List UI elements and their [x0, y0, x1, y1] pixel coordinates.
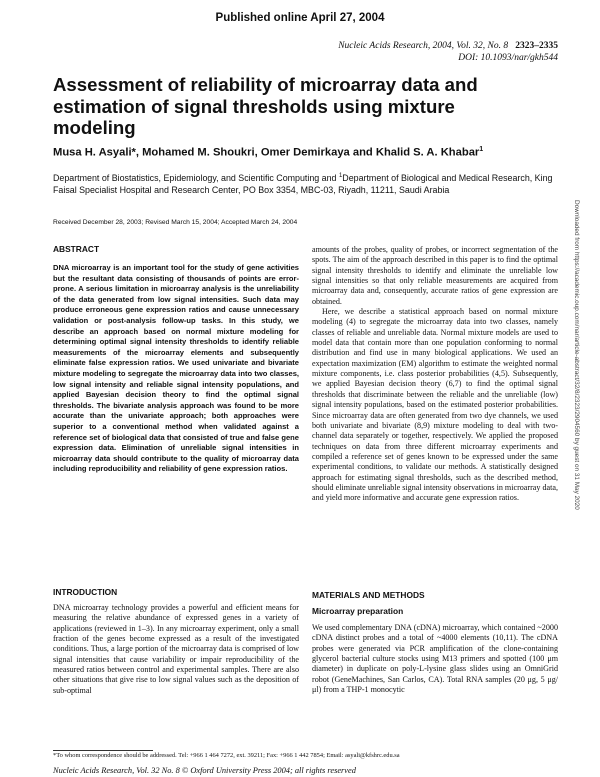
author-list	[53, 146, 553, 159]
download-watermark-text: Downloaded from https://academic.oup.com/nar/article-abstract/32/8/2323/2904560 by guest on 31 May 2020	[573, 200, 580, 510]
journal-header	[338, 40, 558, 64]
right-paragraph-1: amounts of the probes, quality of probes, or incorrect segmentation of the spots. The aim of the approach described in this paper is to find the optimal signal intensity thresholds to identify and eliminate the unreliable low signal intensities so that only reliable measurements are acquired from microarray data and, consequently, accurate ratios of gene expression are obtained.	[312, 245, 558, 306]
footnote-divider	[53, 750, 153, 751]
methods-heading: MATERIALS AND METHODS	[312, 590, 425, 600]
methods-paragraph: We used complementary DNA (cDNA) microarray, which contained ~2000 cDNA distinct probes and a total of ~4000 elements (10,11). The cDNA probes were generated via PCR amplification of the clone-containing glycerol bacterial culture stocks using M13 primers and spotted (100 μm diameter) in duplicate on poly-L-lysine glass slides using an OmniGrid robot (GeneMachines, San Carlos, CA). Total RNA samples (20 μg, 5 μg/μl) from a THP-1 monocytic	[312, 623, 558, 695]
journal-doi: DOI: 10.1093/nar/gkh544	[458, 53, 558, 63]
abstract-text: DNA microarray is an important tool for the study of gene activities but the resultant data consisting of thousands of points are error-prone. A serious limitation in microarray analysis is the unreliability of the data generated from low signal intensities. Such data may produce erroneous gene expression ratios and cause unnecessary validation or post-analysis follow-up tasks. In this study, we describe an approach based on normal mixture modeling for determining optimal signal intensity thresholds to identify reliable measurements of the microarray elements and subsequently eliminate false expression ratios. We used univariate and bivariate mixture modeling to segregate the microarray data into two classes, low signal intensity and reliable signal intensity populations, and applied Bayesian decision theory to find the optimal signal thresholds. The bivariate analysis approach was found to be more accurate than the univariate approach; both approaches were superior to a conventional method when validated against a reference set of biological data that consisted of true and false gene expression data. Elimination of unreliable signal intensities in microarray data should contribute to the quality of microarray data including reproducibility and reliability of gene expression ratios.	[53, 263, 299, 474]
correspondence-footnote: *To whom correspondence should be addressed. Tel: +966 1 464 7272, ext. 39211; Fax: +966 1 442 7854; Email: asyali@kfshrc.edu.sa	[53, 752, 400, 759]
journal-pages: 2323–2335	[515, 41, 558, 51]
affiliation	[53, 170, 553, 197]
page-footer: Nucleic Acids Research, Vol. 32 No. 8 © Oxford University Press 2004; all rights reserved	[53, 766, 356, 775]
journal-citation: Nucleic Acids Research, 2004, Vol. 32, No. 8	[338, 41, 509, 51]
introduction-heading: INTRODUCTION	[53, 587, 118, 597]
introduction-paragraph: DNA microarray technology provides a powerful and efficient means for measuring the relative abundance of expressed genes in a variety of applications (reviewed in 1–3). In any microarray experiment, only a small fraction of the genes become expressed as a result of the investigated conditions. Thus, a large portion of the microarray data is comprised of low signal intensities that cause variability or impair reproducibility of the measured ratios between control and experimental samples. There are also other situations that give rise to low signal values such as the deposition of sub-optimal	[53, 603, 299, 695]
methods-body	[312, 623, 558, 695]
received-dates: Received December 28, 2003; Revised March 15, 2004; Accepted March 24, 2004	[53, 219, 298, 226]
published-online-banner: Published online April 27, 2004	[215, 12, 385, 24]
authors-text: Musa H. Asyali*, Mohamed M. Shoukri, Omer Demirkaya and Khalid S. A. Khabar	[53, 146, 480, 159]
affiliation-mark: 1	[338, 173, 343, 179]
affiliation-part2: Department of Biological and Medical Research, King Faisal Specialist Hospital and Research Center, PO Box 3354, MBC-03, Riyadh, 11211, Saudi Arabia	[53, 172, 553, 196]
abstract-heading: ABSTRACT	[53, 244, 100, 254]
right-paragraph-2: Here, we describe a statistical approach based on normal mixture modeling (4) to segregate the microarray data into two classes, namely classes of reliable and unreliable data. Normal mixture models are used to model data that contain more than one population conforming to normal distribution and find use in many biological applications. We used an expectation maximization (EM) algorithm to estimate the weighted normal mixture components, i.e. class posterior probabilities (4,5). Subsequently, we applied Bayesian decision theory (6,7) to find the optimal signal thresholds that discriminate between the reliable and the unreliable (low) signal intensity populations, based on the estimated posterior probabilities. Since microarray data are often generated from two dye channels, we used both univariate and bivariate (8,9) mixture modeling to deal with two-channel data separately or together, respectively. We applied the proposed techniques on data from three different microarray experiments and compiled a reference set of genes known to be expressed under the same experimental conditions, to validate our methods. A statistically designed approach for estimating signal thresholds, such as the described method, should eliminate unreliable signal intensity observations in microarray data, and yield more informative and accurate gene expression ratios.	[312, 307, 558, 503]
download-watermark	[571, 200, 581, 760]
article-title: Assessment of reliability of microarray data and estimation of signal thresholds using mixture modeling	[53, 74, 478, 138]
introduction-body	[53, 603, 299, 696]
microarray-preparation-heading: Microarray preparation	[312, 606, 404, 616]
affiliation-part1: Department of Biostatistics, Epidemiology, and Scientific Computing and	[53, 172, 339, 183]
authors-affiliation-mark: 1	[479, 146, 484, 153]
right-column-body	[312, 245, 558, 504]
